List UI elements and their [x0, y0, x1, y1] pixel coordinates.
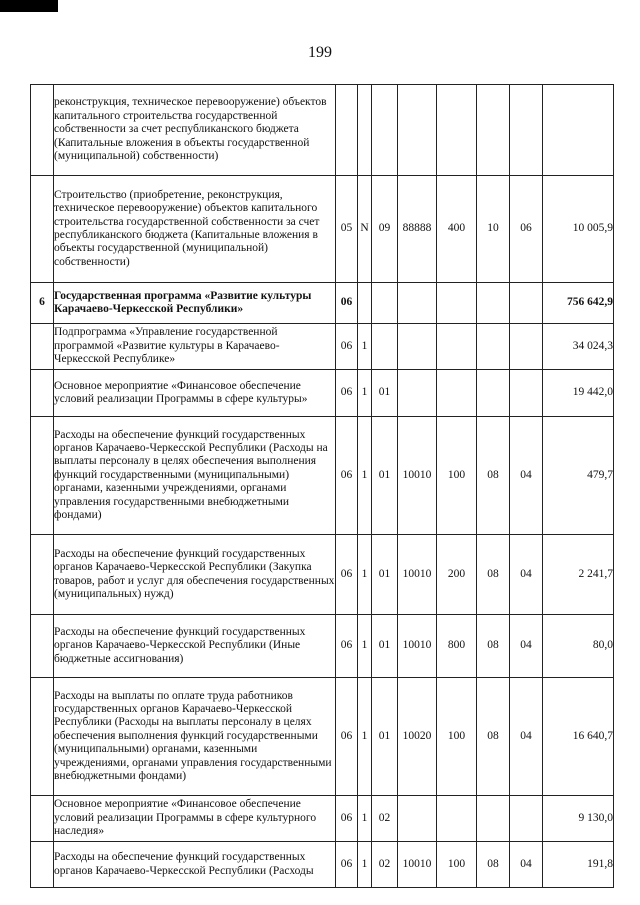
- row-name: Строительство (приобретение, реконструкция, техническое перевооружение) объектов капитального строительства государственной собственности за счет республиканского бюджета (Капитальные вложения в объекты государственной (муниципальной) собственности): [54, 176, 336, 283]
- section-code: [477, 324, 510, 370]
- measure-code: [372, 324, 398, 370]
- row-amount: 2 241,7: [543, 535, 614, 615]
- subprogram-code: N: [358, 176, 372, 283]
- subsection-code: [510, 283, 543, 324]
- row-name: Государственная программа «Развитие культуры Карачаево-Черкесской Республики»: [54, 283, 336, 324]
- row-number: [31, 678, 54, 796]
- row-name: Расходы на обеспечение функций государственных органов Карачаево-Черкесской Республики (Расходы на выплаты персоналу в целях обеспечения выполнения функций государственными (муниципальными) органами, казенными учреждениями, органами управления государственными внебюджетными фондами): [54, 417, 336, 535]
- program-code: 06: [336, 370, 358, 417]
- expense-type-code: 100: [437, 678, 477, 796]
- row-number: [31, 535, 54, 615]
- measure-code: 02: [372, 796, 398, 842]
- program-code: 06: [336, 796, 358, 842]
- expense-type-code: [437, 796, 477, 842]
- direction-code: 10010: [398, 615, 437, 678]
- subprogram-code: 1: [358, 370, 372, 417]
- table-row: [31, 535, 614, 615]
- row-number: [31, 324, 54, 370]
- row-number: [31, 85, 54, 176]
- expense-type-code: [437, 324, 477, 370]
- subsection-code: 04: [510, 842, 543, 888]
- row-name: реконструкция, техническое перевооружение) объектов капитального строительства государственной собственности за счет республиканского бюджета (Капитальные вложения в объекты государственной (муниципальной) собственности): [54, 85, 336, 176]
- row-amount: 10 005,9: [543, 176, 614, 283]
- row-amount: 80,0: [543, 615, 614, 678]
- subprogram-code: 1: [358, 417, 372, 535]
- row-name: Расходы на обеспечение функций государственных органов Карачаево-Черкесской Республики (Закупка товаров, работ и услуг для обеспечения государственных (муниципальных) нужд): [54, 535, 336, 615]
- direction-code: 10010: [398, 417, 437, 535]
- section-code: [477, 796, 510, 842]
- direction-code: [398, 85, 437, 176]
- measure-code: 01: [372, 615, 398, 678]
- row-number: 6: [31, 283, 54, 324]
- table-row: [31, 176, 614, 283]
- direction-code: [398, 324, 437, 370]
- table-row: [31, 678, 614, 796]
- measure-code: 01: [372, 678, 398, 796]
- row-amount: [543, 85, 614, 176]
- subsection-code: [510, 370, 543, 417]
- expense-type-code: 100: [437, 417, 477, 535]
- program-code: 06: [336, 615, 358, 678]
- direction-code: 10010: [398, 535, 437, 615]
- subprogram-code: 1: [358, 842, 372, 888]
- table-row: [31, 370, 614, 417]
- subprogram-code: [358, 85, 372, 176]
- section-code: [477, 85, 510, 176]
- table-row: [31, 842, 614, 888]
- expense-type-code: [437, 85, 477, 176]
- subsection-code: [510, 85, 543, 176]
- section-code: 08: [477, 615, 510, 678]
- row-amount: 479,7: [543, 417, 614, 535]
- table-row: [31, 85, 614, 176]
- direction-code: 88888: [398, 176, 437, 283]
- row-amount: 756 642,9: [543, 283, 614, 324]
- table-row: [31, 796, 614, 842]
- row-number: [31, 615, 54, 678]
- table-row: [31, 324, 614, 370]
- subprogram-code: 1: [358, 535, 372, 615]
- subprogram-code: 1: [358, 796, 372, 842]
- measure-code: [372, 283, 398, 324]
- subsection-code: 04: [510, 535, 543, 615]
- row-amount: 19 442,0: [543, 370, 614, 417]
- row-amount: 34 024,3: [543, 324, 614, 370]
- program-code: 05: [336, 176, 358, 283]
- direction-code: [398, 796, 437, 842]
- row-number: [31, 176, 54, 283]
- subprogram-code: 1: [358, 615, 372, 678]
- subsection-code: 06: [510, 176, 543, 283]
- section-code: 08: [477, 535, 510, 615]
- row-amount: 191,8: [543, 842, 614, 888]
- expense-type-code: [437, 283, 477, 324]
- direction-code: 10020: [398, 678, 437, 796]
- expense-type-code: 400: [437, 176, 477, 283]
- row-number: [31, 417, 54, 535]
- subsection-code: 04: [510, 615, 543, 678]
- section-code: 10: [477, 176, 510, 283]
- section-code: [477, 370, 510, 417]
- row-name: Расходы на выплаты по оплате труда работников государственных органов Карачаево-Черкесской Республики (Расходы на выплаты персоналу в целях обеспечения выполнения функций государственными (муниципальными) органами, казенными учреждениями, органами управления государственными внебюджетными фондами): [54, 678, 336, 796]
- section-code: 08: [477, 678, 510, 796]
- row-name: Основное мероприятие «Финансовое обеспечение условий реализации Программы в сфере культурного наследия»: [54, 796, 336, 842]
- subprogram-code: 1: [358, 324, 372, 370]
- program-code: [336, 85, 358, 176]
- subsection-code: 04: [510, 417, 543, 535]
- expense-type-code: 200: [437, 535, 477, 615]
- measure-code: [372, 85, 398, 176]
- measure-code: 02: [372, 842, 398, 888]
- table-row: [31, 417, 614, 535]
- table-row: [31, 615, 614, 678]
- program-code: 06: [336, 535, 358, 615]
- measure-code: 09: [372, 176, 398, 283]
- program-code: 06: [336, 324, 358, 370]
- direction-code: 10010: [398, 842, 437, 888]
- section-code: 08: [477, 842, 510, 888]
- row-name: Расходы на обеспечение функций государственных органов Карачаево-Черкесской Республики (Расходы: [54, 842, 336, 888]
- direction-code: [398, 283, 437, 324]
- subsection-code: [510, 324, 543, 370]
- row-number: [31, 842, 54, 888]
- section-code: 08: [477, 417, 510, 535]
- row-amount: 9 130,0: [543, 796, 614, 842]
- row-name: Подпрограмма «Управление государственной программой «Развитие культуры в Карачаево-Черкесской Республике»: [54, 324, 336, 370]
- row-number: [31, 796, 54, 842]
- subprogram-code: 1: [358, 678, 372, 796]
- row-name: Расходы на обеспечение функций государственных органов Карачаево-Черкесской Республики (Иные бюджетные ассигнования): [54, 615, 336, 678]
- direction-code: [398, 370, 437, 417]
- expense-type-code: [437, 370, 477, 417]
- program-code: 06: [336, 678, 358, 796]
- table-row: [31, 283, 614, 324]
- program-code: 06: [336, 283, 358, 324]
- section-code: [477, 283, 510, 324]
- page-number: 199: [308, 44, 332, 61]
- row-number: [31, 370, 54, 417]
- subprogram-code: [358, 283, 372, 324]
- row-name: Основное мероприятие «Финансовое обеспечение условий реализации Программы в сфере культуры»: [54, 370, 336, 417]
- scan-edge-mark: [0, 0, 58, 12]
- measure-code: 01: [372, 535, 398, 615]
- subsection-code: [510, 796, 543, 842]
- program-code: 06: [336, 842, 358, 888]
- measure-code: 01: [372, 417, 398, 535]
- expense-type-code: 800: [437, 615, 477, 678]
- budget-table: [30, 84, 614, 888]
- expense-type-code: 100: [437, 842, 477, 888]
- program-code: 06: [336, 417, 358, 535]
- subsection-code: 04: [510, 678, 543, 796]
- row-amount: 16 640,7: [543, 678, 614, 796]
- measure-code: 01: [372, 370, 398, 417]
